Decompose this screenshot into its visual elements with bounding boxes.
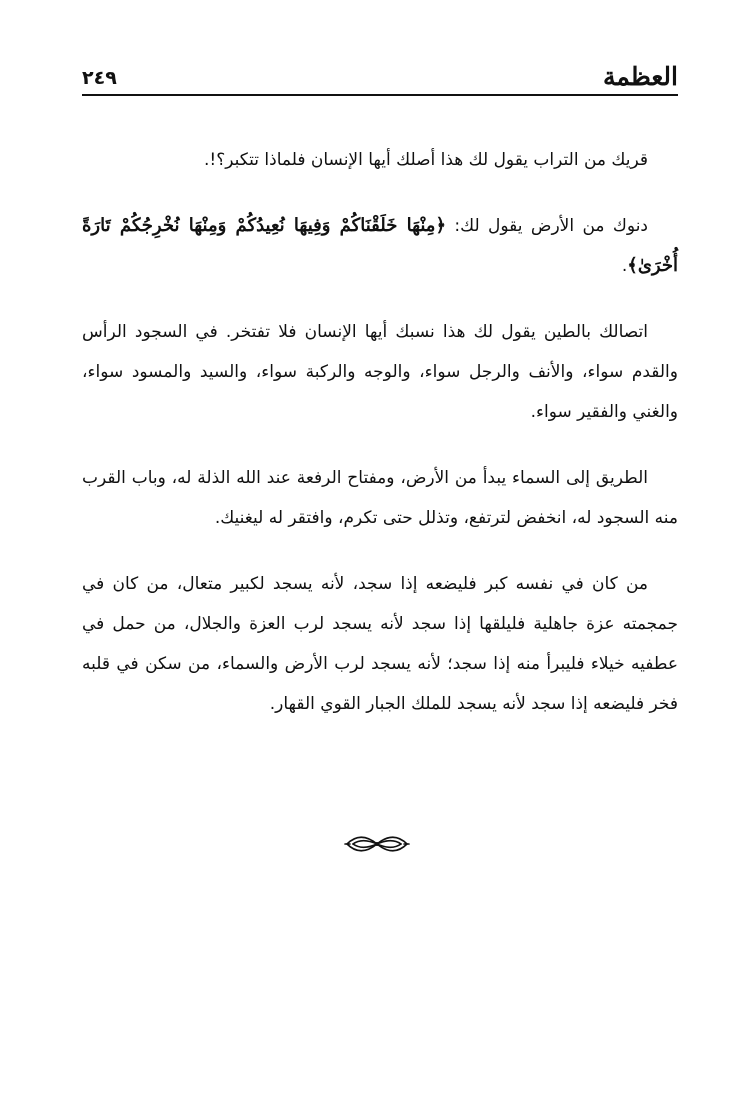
paragraph-2-end: . [621,256,628,276]
page-header [82,58,678,98]
paragraph-3: اتصالك بالطين يقول لك هذا نسبك أيها الإنسان فلا تفتخر. في السجود الرأس والقدم سواء، والأنف والرجل سواء، والوجه والركبة سواء، والسيد والمسود سواء، والغني والفقير سواء. [82,322,678,422]
flourish-ornament-icon [344,830,410,858]
paragraph-1: قريك من التراب يقول لك هذا أصلك أيها الإنسان فلماذا تتكبر؟!. [204,150,648,170]
page-number: ٢٤٩ [82,67,117,89]
paragraph-4: الطريق إلى السماء يبدأ من الأرض، ومفتاح الرفعة عند الله الذلة له، وباب القرب منه السجود له، انخفض لترتفع، وتذلل حتى تكرم، وافتقر له ليغنيك. [82,468,678,528]
header-rule [82,94,678,96]
paragraph-2-lead: دنوك من الأرض يقول لك: [446,216,649,236]
page-body [82,140,678,724]
paragraph-2 [82,206,678,286]
running-head-title: العظمة [603,62,678,91]
paragraph-5: من كان في نفسه كبر فليضعه إذا سجد، لأنه يسجد لكبير متعال، من كان في جمجمته عزة جاهلية فليلقها إذا سجد لأنه يسجد لرب العزة والجلال، من حمل في عطفيه خيلاء فليبرأ منه إذا سجد؛ لأنه يسجد لرب الأرض والسماء، من سكن في قلبه فخر فليضعه إذا سجد لأنه يسجد للملك الجبار القوي القهار. [82,574,678,714]
quran-verse: ﴿مِنْهَا خَلَقْنَاكُمْ وَفِيهَا نُعِيدُكُمْ وَمِنْهَا نُخْرِجُكُمْ تَارَةً أُخْرَىٰ﴾ [82,215,678,276]
